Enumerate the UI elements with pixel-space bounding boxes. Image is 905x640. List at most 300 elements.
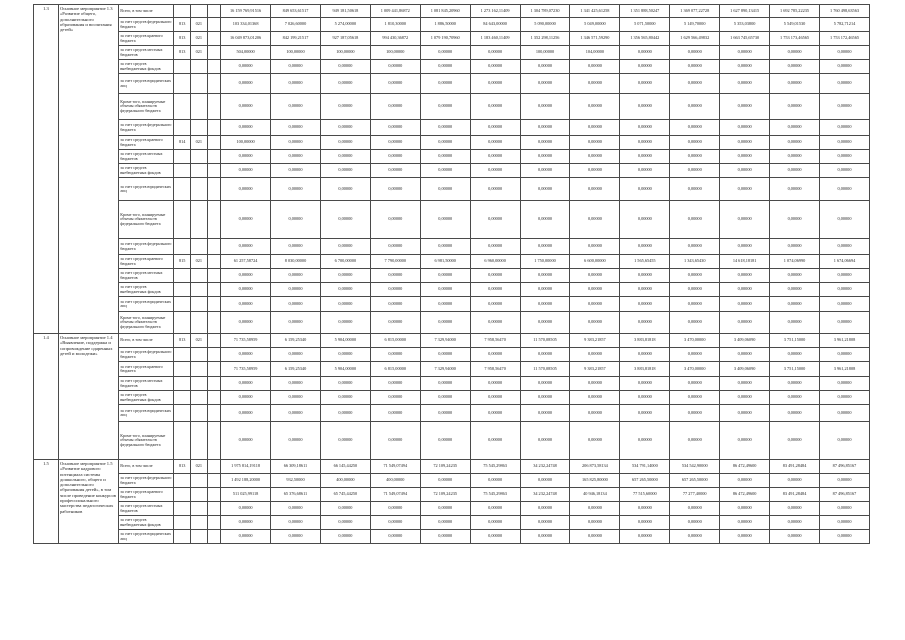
amount-cell: 0,00000 — [221, 201, 271, 239]
amount-cell: 0,00000 — [370, 74, 420, 94]
amount-cell: 0,00000 — [221, 516, 271, 530]
amount-cell: 0,00000 — [420, 391, 470, 405]
amount-cell: 83 491,28484 — [770, 488, 820, 502]
amount-cell: 0,00000 — [770, 60, 820, 74]
amount-cell: 0,00000 — [770, 74, 820, 94]
grbs-code: 814 — [174, 136, 191, 150]
amount-cell: 0,00000 — [420, 422, 470, 460]
amount-cell: 0,00000 — [820, 283, 870, 297]
amount-cell: 0,00000 — [770, 150, 820, 164]
amount-cell: 0,00000 — [570, 239, 620, 255]
amount-cell: 100,00000 — [520, 46, 570, 60]
amount-cell: 0,00000 — [520, 422, 570, 460]
empty-cell — [207, 164, 221, 178]
amount-cell: 0,00000 — [820, 348, 870, 362]
amount-cell: 0,00000 — [820, 201, 870, 239]
amount-cell: 534 791,14000 — [620, 460, 670, 474]
empty-cell — [207, 32, 221, 46]
amount-cell: 932,50000 — [271, 474, 321, 488]
amount-cell: 0,00000 — [820, 377, 870, 391]
grbs-code — [174, 269, 191, 283]
amount-cell: 0,00000 — [570, 502, 620, 516]
empty-cell — [207, 46, 221, 60]
amount-cell: 0,00000 — [420, 46, 470, 60]
amount-cell: 0,00000 — [520, 348, 570, 362]
amount-cell: 0,00000 — [221, 150, 271, 164]
amount-cell: 0,00000 — [620, 150, 670, 164]
rz-code — [190, 391, 207, 405]
grbs-code — [174, 391, 191, 405]
amount-cell: 0,00000 — [520, 391, 570, 405]
amount-cell: 100,00000 — [320, 46, 370, 60]
amount-cell: 0,00000 — [620, 377, 670, 391]
amount-cell: 0,00000 — [320, 164, 370, 178]
amount-cell: 66 309,18611 — [271, 460, 321, 474]
rz-code — [190, 516, 207, 530]
amount-cell: 0,00000 — [470, 164, 520, 178]
funding-source: за счет средств внебюджетных фондов — [119, 391, 174, 405]
amount-cell: 0,00000 — [570, 74, 620, 94]
amount-cell: 0,00000 — [620, 94, 670, 120]
grbs-code — [174, 502, 191, 516]
amount-cell: 994 430,36872 — [370, 32, 420, 46]
amount-cell: 5 549,01530 — [770, 18, 820, 32]
amount-cell: 75 545,29863 — [470, 460, 520, 474]
amount-cell: 0,00000 — [221, 422, 271, 460]
table-row — [34, 269, 870, 283]
empty-cell — [207, 362, 221, 377]
rz-code: 021 — [190, 18, 207, 32]
amount-cell: 0,00000 — [620, 391, 670, 405]
amount-cell: 0,00000 — [620, 164, 670, 178]
amount-cell: 0,00000 — [770, 348, 820, 362]
section-name: Основное мероприятие 1.3 «Развитие общего, дополнительного образования и воспитания детей» — [58, 5, 118, 334]
amount-cell: 0,00000 — [520, 120, 570, 136]
amount-cell: 0,00000 — [370, 530, 420, 544]
amount-cell: 75 545,29863 — [470, 488, 520, 502]
amount-cell: 0,00000 — [570, 178, 620, 201]
amount-cell: 0,00000 — [320, 120, 370, 136]
table-row — [34, 150, 870, 164]
amount-cell: 7 026,60000 — [271, 18, 321, 32]
amount-cell: 0,00000 — [271, 422, 321, 460]
grbs-code: 813 — [174, 334, 191, 348]
amount-cell: 0,00000 — [520, 312, 570, 334]
empty-cell — [207, 136, 221, 150]
amount-cell: 0,00000 — [320, 405, 370, 422]
funding-source: за счет средств краевого бюджета — [119, 255, 174, 269]
amount-cell: 0,00000 — [720, 516, 770, 530]
amount-cell: 0,00000 — [370, 348, 420, 362]
amount-cell: 0,00000 — [520, 502, 570, 516]
amount-cell: 0,00000 — [370, 164, 420, 178]
amount-cell: 0,00000 — [820, 405, 870, 422]
amount-cell: 0,00000 — [770, 201, 820, 239]
amount-cell: 0,00000 — [271, 74, 321, 94]
amount-cell: 1 356 565,80442 — [620, 32, 670, 46]
funding-source: за счет средств федерального бюджета — [119, 474, 174, 488]
amount-cell: 0,00000 — [520, 405, 570, 422]
amount-cell: 0,00000 — [770, 239, 820, 255]
amount-cell: 0,00000 — [320, 348, 370, 362]
amount-cell: 0,00000 — [271, 405, 321, 422]
amount-cell: 0,00000 — [770, 422, 820, 460]
section-number: 1.4 — [34, 334, 59, 460]
amount-cell: 6 159,25340 — [271, 362, 321, 377]
amount-cell: 0,00000 — [470, 312, 520, 334]
amount-cell: 0,00000 — [620, 178, 670, 201]
rz-code — [190, 60, 207, 74]
funding-source: за счет средств местных бюджетов — [119, 502, 174, 516]
rz-code: 021 — [190, 460, 207, 474]
empty-cell — [207, 5, 221, 18]
amount-cell: 0,00000 — [370, 297, 420, 312]
section-number: 1.3 — [34, 5, 59, 334]
table-row — [34, 516, 870, 530]
amount-cell: 14 618,18181 — [720, 255, 770, 269]
amount-cell: 0,00000 — [370, 377, 420, 391]
funding-source: за счет средств федерального бюджета — [119, 348, 174, 362]
amount-cell: 1 692 785,22235 — [770, 5, 820, 18]
amount-cell: 5 904,00000 — [320, 362, 370, 377]
grbs-code — [174, 120, 191, 136]
amount-cell: 0,00000 — [670, 120, 720, 136]
rz-code — [190, 422, 207, 460]
amount-cell: 0,00000 — [320, 94, 370, 120]
table-row — [34, 164, 870, 178]
amount-cell: 0,00000 — [420, 269, 470, 283]
rz-code — [190, 488, 207, 502]
amount-cell: 0,00000 — [470, 391, 520, 405]
amount-cell: 0,00000 — [670, 516, 720, 530]
amount-cell: 849 653,61517 — [271, 5, 321, 18]
amount-cell: 0,00000 — [670, 312, 720, 334]
amount-cell: 0,00000 — [470, 348, 520, 362]
amount-cell: 0,00000 — [770, 94, 820, 120]
amount-cell: 927 187,05618 — [320, 32, 370, 46]
amount-cell: 0,00000 — [820, 239, 870, 255]
amount-cell: 0,00000 — [720, 269, 770, 283]
amount-cell: 0,00000 — [420, 120, 470, 136]
amount-cell: 104,00000 — [570, 46, 620, 60]
amount-cell: 1 304 789,07230 — [520, 5, 570, 18]
funding-source: за счет средств юридических лиц — [119, 74, 174, 94]
amount-cell: 0,00000 — [670, 60, 720, 74]
amount-cell: 9 383,21857 — [570, 362, 620, 377]
empty-cell — [207, 18, 221, 32]
amount-cell: 0,00000 — [670, 269, 720, 283]
amount-cell: 0,00000 — [720, 283, 770, 297]
amount-cell: 0,00000 — [370, 201, 420, 239]
amount-cell: 0,00000 — [820, 297, 870, 312]
amount-cell: 7 329,94000 — [420, 362, 470, 377]
amount-cell: 0,00000 — [370, 178, 420, 201]
amount-cell: 71 549,07494 — [370, 460, 420, 474]
amount-cell: 1 629 566,49832 — [670, 32, 720, 46]
amount-cell: 0,00000 — [221, 297, 271, 312]
grbs-code — [174, 348, 191, 362]
amount-cell: 0,00000 — [221, 239, 271, 255]
amount-cell: 86 472,49600 — [720, 460, 770, 474]
amount-cell: 0,00000 — [670, 530, 720, 544]
table-row — [34, 32, 870, 46]
amount-cell: 0,00000 — [370, 150, 420, 164]
amount-cell: 0,00000 — [520, 269, 570, 283]
amount-cell: 0,00000 — [320, 269, 370, 283]
empty-cell — [207, 516, 221, 530]
amount-cell: 0,00000 — [520, 516, 570, 530]
amount-cell: 11 570,08505 — [520, 362, 570, 377]
amount-cell: 0,00000 — [420, 201, 470, 239]
amount-cell: 0,00000 — [670, 391, 720, 405]
funding-source: Кроме того, планируемые объемы обязательств федерального бюджета — [119, 312, 174, 334]
amount-cell: 87 496,85167 — [820, 460, 870, 474]
funding-source: Всего, в том числе — [119, 334, 174, 348]
amount-cell: 77 515,60000 — [620, 488, 670, 502]
amount-cell: 0,00000 — [320, 283, 370, 297]
funding-source: за счет средств краевого бюджета — [119, 362, 174, 377]
amount-cell: 0,00000 — [820, 530, 870, 544]
amount-cell: 0,00000 — [670, 201, 720, 239]
amount-cell: 100,00000 — [370, 46, 420, 60]
amount-cell: 71 735,58959 — [221, 362, 271, 377]
amount-cell: 504,00000 — [221, 46, 271, 60]
amount-cell: 5 049,00000 — [570, 18, 620, 32]
amount-cell: 0,00000 — [370, 391, 420, 405]
amount-cell: 0,00000 — [420, 164, 470, 178]
rz-code — [190, 178, 207, 201]
amount-cell: 1 369 077,22728 — [670, 5, 720, 18]
grbs-code: 815 — [174, 255, 191, 269]
funding-source: за счет средств федерального бюджета — [119, 239, 174, 255]
grbs-code — [174, 312, 191, 334]
amount-cell: 0,00000 — [520, 150, 570, 164]
table-row — [34, 312, 870, 334]
rz-code — [190, 269, 207, 283]
amount-cell: 0,00000 — [770, 516, 820, 530]
amount-cell: 0,00000 — [320, 297, 370, 312]
funding-source: Кроме того, планируемые объемы обязательств федерального бюджета — [119, 422, 174, 460]
amount-cell: 0,00000 — [420, 502, 470, 516]
amount-cell: 0,00000 — [720, 348, 770, 362]
amount-cell: 5 904,00000 — [320, 334, 370, 348]
amount-cell: 0,00000 — [620, 283, 670, 297]
amount-cell: 0,00000 — [271, 164, 321, 178]
amount-cell: 0,00000 — [770, 269, 820, 283]
amount-cell: 1 346 571,59290 — [570, 32, 620, 46]
section-name: Основное мероприятие 1.5 «Развитие кадрового потенциала системы дошкольного, общего и дополнительного образования детей», в том числе проведение конкурсов профессионального мастерства педагогических работников — [58, 460, 118, 544]
amount-cell: 7 958,56470 — [470, 334, 520, 348]
amount-cell: 5 782,71214 — [820, 18, 870, 32]
amount-cell: 0,00000 — [520, 201, 570, 239]
amount-cell: 84 643,00000 — [470, 18, 520, 32]
funding-source: Кроме того, планируемые объемы обязательств федерального бюджета — [119, 201, 174, 239]
funding-source: за счет средств местных бюджетов — [119, 269, 174, 283]
amount-cell: 0,00000 — [320, 502, 370, 516]
amount-cell: 0,00000 — [370, 94, 420, 120]
amount-cell: 0,00000 — [370, 136, 420, 150]
amount-cell: 3 409,06090 — [720, 334, 770, 348]
amount-cell: 6 815,00000 — [370, 334, 420, 348]
budget-table — [33, 4, 870, 544]
empty-cell — [207, 391, 221, 405]
rz-code — [190, 201, 207, 239]
amount-cell: 1 975 814,19118 — [221, 460, 271, 474]
amount-cell: 0,00000 — [620, 269, 670, 283]
grbs-code — [174, 164, 191, 178]
table-row — [34, 530, 870, 544]
amount-cell: 0,00000 — [470, 502, 520, 516]
amount-cell: 0,00000 — [271, 201, 321, 239]
amount-cell: 0,00000 — [720, 377, 770, 391]
amount-cell: 0,00000 — [620, 312, 670, 334]
amount-cell: 6 815,00000 — [370, 362, 420, 377]
amount-cell: 0,00000 — [770, 391, 820, 405]
rz-code — [190, 502, 207, 516]
amount-cell: 0,00000 — [320, 150, 370, 164]
amount-cell: 0,00000 — [770, 120, 820, 136]
amount-cell: 0,00000 — [470, 120, 520, 136]
amount-cell: 0,00000 — [570, 120, 620, 136]
amount-cell: 0,00000 — [320, 422, 370, 460]
amount-cell: 0,00000 — [420, 283, 470, 297]
section-name: Основное мероприятие 1.4 «Выявление, поддержка и сопровождение одаренных детей и молодежи» — [58, 334, 118, 460]
amount-cell: 0,00000 — [570, 422, 620, 460]
amount-cell: 0,00000 — [620, 502, 670, 516]
grbs-code — [174, 405, 191, 422]
table-row — [34, 502, 870, 516]
funding-source: за счет средств краевого бюджета — [119, 488, 174, 502]
empty-cell — [207, 460, 221, 474]
grbs-code — [174, 94, 191, 120]
funding-source: за счет средств юридических лиц — [119, 530, 174, 544]
amount-cell: 0,00000 — [670, 283, 720, 297]
amount-cell: 0,00000 — [720, 422, 770, 460]
amount-cell: 0,00000 — [370, 120, 420, 136]
amount-cell: 3 470,00000 — [670, 362, 720, 377]
amount-cell: 0,00000 — [520, 60, 570, 74]
empty-cell — [207, 348, 221, 362]
amount-cell: 86 472,49600 — [720, 488, 770, 502]
amount-cell: 0,00000 — [820, 74, 870, 94]
amount-cell: 87 496,85167 — [820, 488, 870, 502]
amount-cell: 100,00000 — [271, 46, 321, 60]
amount-cell: 0,00000 — [470, 405, 520, 422]
amount-cell: 6 981,50000 — [420, 255, 470, 269]
grbs-code — [174, 60, 191, 74]
amount-cell: 0,00000 — [470, 297, 520, 312]
amount-cell: 1 627 890,13415 — [720, 5, 770, 18]
funding-source: за счет средств федерального бюджета — [119, 120, 174, 136]
amount-cell: 0,00000 — [570, 391, 620, 405]
grbs-code: 813 — [174, 32, 191, 46]
amount-cell: 3 961,21808 — [820, 334, 870, 348]
amount-cell: 0,00000 — [320, 377, 370, 391]
amount-cell: 1 079 190,70960 — [420, 32, 470, 46]
amount-cell: 5 274,00000 — [320, 18, 370, 32]
amount-cell: 0,00000 — [221, 530, 271, 544]
amount-cell: 7 958,56470 — [470, 362, 520, 377]
grbs-code — [174, 239, 191, 255]
amount-cell: 0,00000 — [470, 239, 520, 255]
amount-cell: 0,00000 — [620, 74, 670, 94]
amount-cell: 511 025,99118 — [221, 488, 271, 502]
amount-cell: 0,00000 — [420, 297, 470, 312]
amount-cell: 0,00000 — [820, 391, 870, 405]
amount-cell: 0,00000 — [520, 283, 570, 297]
amount-cell: 16 049 873,01206 — [221, 32, 271, 46]
amount-cell: 72 109,24235 — [420, 488, 470, 502]
amount-cell: 0,00000 — [520, 297, 570, 312]
grbs-code — [174, 488, 191, 502]
amount-cell: 657 265,50000 — [620, 474, 670, 488]
amount-cell: 0,00000 — [370, 60, 420, 74]
funding-source: за счет средств внебюджетных фондов — [119, 516, 174, 530]
amount-cell: 0,00000 — [820, 150, 870, 164]
amount-cell: 0,00000 — [570, 283, 620, 297]
empty-cell — [207, 422, 221, 460]
amount-cell: 0,00000 — [221, 178, 271, 201]
amount-cell: 3 751,15000 — [770, 334, 820, 348]
amount-cell: 0,00000 — [620, 405, 670, 422]
amount-cell: 0,00000 — [420, 178, 470, 201]
amount-cell: 0,00000 — [720, 297, 770, 312]
grbs-code — [174, 74, 191, 94]
amount-cell: 0,00000 — [271, 178, 321, 201]
amount-cell: 0,00000 — [770, 136, 820, 150]
grbs-code: 813 — [174, 18, 191, 32]
amount-cell: 0,00000 — [620, 422, 670, 460]
table-row — [34, 297, 870, 312]
table-row — [34, 239, 870, 255]
amount-cell: 0,00000 — [271, 60, 321, 74]
amount-cell: 0,00000 — [770, 405, 820, 422]
amount-cell: 0,00000 — [320, 74, 370, 94]
amount-cell: 0,00000 — [670, 422, 720, 460]
amount-cell: 1 753 173,46565 — [770, 32, 820, 46]
table-row — [34, 46, 870, 60]
empty-cell — [207, 488, 221, 502]
amount-cell: 400,00000 — [320, 474, 370, 488]
table-row — [34, 178, 870, 201]
grbs-code — [174, 283, 191, 297]
amount-cell: 0,00000 — [320, 530, 370, 544]
rz-code — [190, 297, 207, 312]
amount-cell: 0,00000 — [670, 94, 720, 120]
amount-cell: 0,00000 — [820, 312, 870, 334]
amount-cell: 0,00000 — [221, 405, 271, 422]
funding-source: за счет средств местных бюджетов — [119, 377, 174, 391]
amount-cell: 0,00000 — [770, 377, 820, 391]
amount-cell: 0,00000 — [570, 297, 620, 312]
amount-cell: 103 334,01368 — [221, 18, 271, 32]
table-row — [34, 60, 870, 74]
grbs-code — [174, 377, 191, 391]
empty-cell — [207, 297, 221, 312]
amount-cell: 0,00000 — [420, 312, 470, 334]
amount-cell: 0,00000 — [221, 120, 271, 136]
table-row — [34, 474, 870, 488]
table-row — [34, 5, 870, 18]
amount-cell: 0,00000 — [470, 94, 520, 120]
amount-cell: 0,00000 — [520, 136, 570, 150]
rz-code: 021 — [190, 255, 207, 269]
amount-cell: 0,00000 — [570, 312, 620, 334]
amount-cell: 11 570,08505 — [520, 334, 570, 348]
rz-code — [190, 74, 207, 94]
rz-code — [190, 5, 207, 18]
amount-cell: 0,00000 — [221, 377, 271, 391]
